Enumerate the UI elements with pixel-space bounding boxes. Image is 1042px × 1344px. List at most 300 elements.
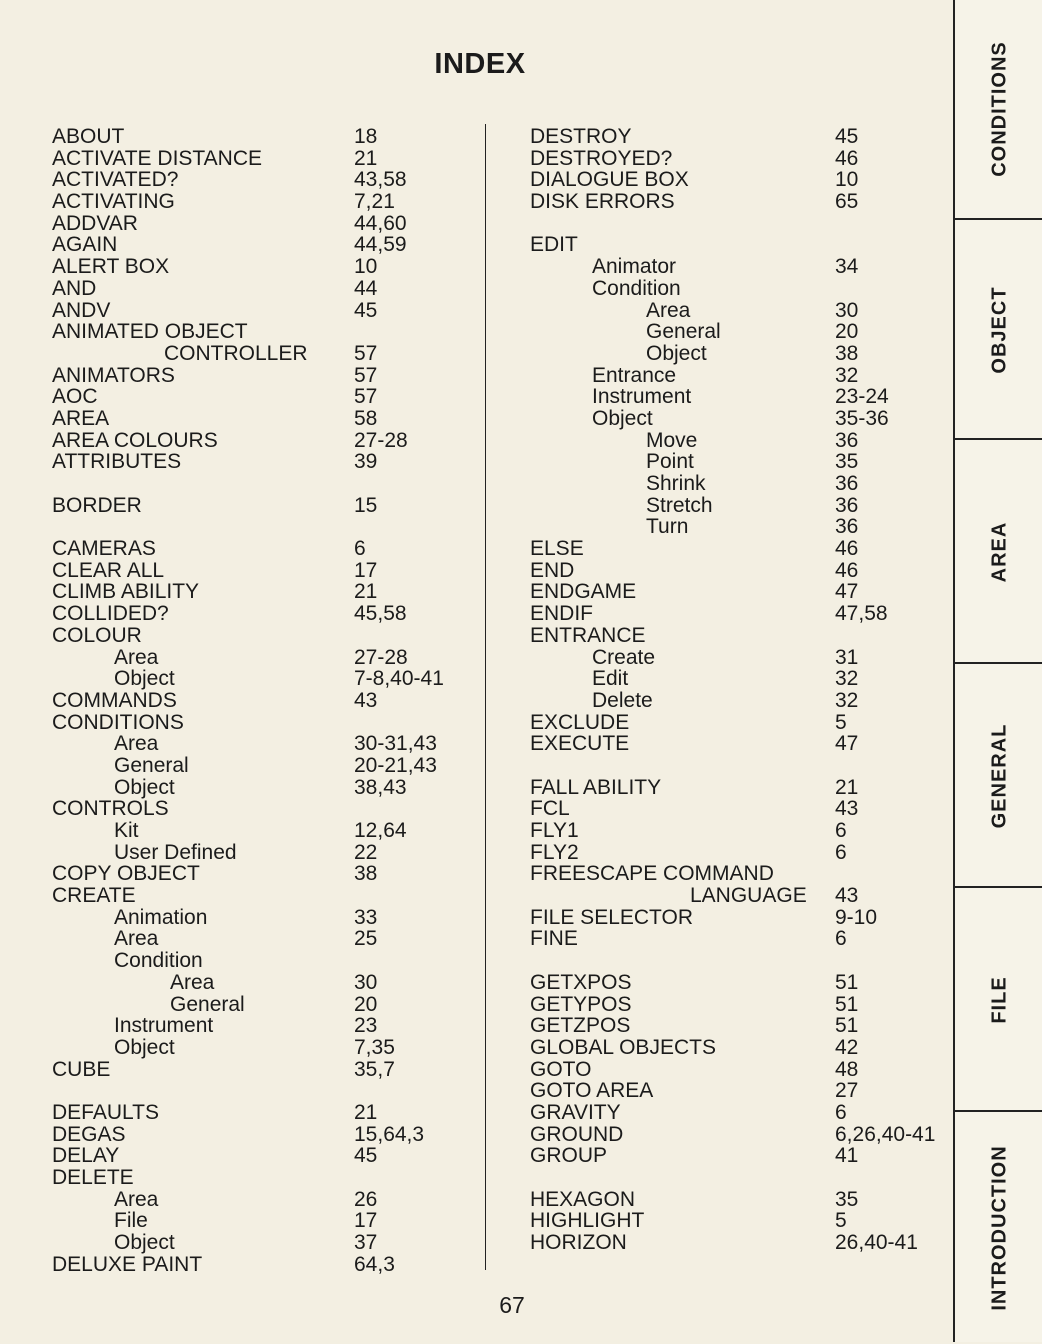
index-entry [52, 234, 472, 256]
index-term: GLOBAL OBJECTS [530, 1035, 716, 1059]
index-entry [530, 928, 930, 950]
index-entry [52, 712, 472, 734]
index-term: DIALOGUE BOX [530, 168, 689, 192]
index-term: ADDVAR [52, 211, 138, 235]
index-term: GETXPOS [530, 970, 632, 994]
index-entry [530, 1015, 930, 1037]
index-page-refs: 30 [835, 298, 859, 322]
index-page-refs: 20 [354, 992, 378, 1016]
index-term: GRAVITY [530, 1100, 621, 1124]
index-term: ANIMATED OBJECT [52, 320, 248, 344]
index-entry [530, 538, 930, 560]
index-entry [530, 234, 930, 256]
index-term: ACTIVATED? [52, 168, 179, 192]
index-entry [52, 863, 472, 885]
index-page-refs: 64,3 [354, 1252, 395, 1276]
index-page-refs: 30-31,43 [354, 732, 437, 756]
index-term: COLOUR [52, 623, 142, 647]
index-entry [530, 777, 930, 799]
index-entry [52, 842, 472, 864]
index-term: END [530, 558, 575, 582]
index-term: ANIMATORS [52, 363, 175, 387]
index-page-refs: 38 [835, 341, 859, 365]
index-entry [530, 907, 930, 929]
index-page-refs: 26,40-41 [835, 1231, 918, 1255]
index-entry [52, 1189, 472, 1211]
index-page-refs: 9-10 [835, 905, 878, 929]
index-page-refs: 18 [354, 125, 378, 148]
index-entry [530, 603, 930, 625]
index-subterm: Object [114, 1035, 175, 1059]
index-page-refs: 27-28 [354, 645, 408, 669]
index-term: CLIMB ABILITY [52, 580, 200, 604]
tab-label: AREA [988, 521, 1010, 583]
index-page-refs: 36 [835, 493, 859, 517]
index-page-refs: 36 [835, 472, 859, 495]
index-page-refs: 32 [835, 688, 859, 712]
index-subterm: File [114, 1209, 148, 1233]
index-subterm: Object [114, 1231, 175, 1255]
index-entry [530, 430, 930, 452]
index-page-refs: 42 [835, 1035, 859, 1059]
index-subterm: Area [114, 927, 159, 951]
page-number: 67 [499, 1292, 525, 1318]
tab-label: CONDITIONS [988, 41, 1010, 177]
index-subterm: LANGUAGE [690, 884, 807, 908]
index-page-refs: 5 [835, 1209, 847, 1233]
index-entry [52, 1059, 472, 1081]
index-page-refs: 57 [354, 341, 378, 365]
index-term: FALL ABILITY [530, 775, 662, 799]
index-page-refs: 47,58 [835, 602, 888, 626]
index-subterm: Kit [114, 819, 139, 842]
index-page-refs: 7-8,40-41 [354, 667, 444, 691]
index-subterm: Shrink [646, 472, 706, 495]
index-subterm: Create [592, 645, 656, 669]
index-entry [52, 278, 472, 300]
index-page-refs: 46 [835, 558, 859, 582]
tab-introduction[interactable] [955, 1110, 1042, 1344]
index-page-refs: 6 [835, 840, 847, 864]
index-term: DESTROYED? [530, 146, 673, 170]
index-page-refs: 5 [835, 710, 847, 734]
index-entry [52, 1037, 472, 1059]
index-entry [530, 343, 930, 365]
index-entry [52, 1124, 472, 1146]
index-entry [530, 169, 930, 191]
index-page-refs: 7,21 [354, 190, 395, 214]
index-term: GROUND [530, 1122, 624, 1146]
index-page-refs: 6 [354, 537, 366, 561]
index-page-refs: 21 [354, 146, 378, 170]
index-subterm: Area [114, 732, 159, 756]
index-entry [52, 300, 472, 322]
index-entry [52, 408, 472, 430]
index-page-refs: 23 [354, 1014, 378, 1038]
index-entry [530, 885, 930, 907]
index-entry [52, 820, 472, 842]
index-entry [52, 1232, 472, 1254]
index-term: CLEAR ALL [52, 558, 165, 582]
index-entry [530, 1102, 930, 1124]
index-entry [52, 560, 472, 582]
index-entry [530, 321, 930, 343]
index-page-refs: 6,26,40-41 [835, 1122, 936, 1146]
index-subterm: Instrument [592, 385, 692, 409]
index-entry [530, 365, 930, 387]
index-term: ENDIF [530, 602, 593, 626]
index-entry [530, 451, 930, 473]
index-page-refs: 51 [835, 992, 859, 1016]
index-term: DELUXE PAINT [52, 1252, 203, 1276]
index-term: ALERT BOX [52, 255, 170, 279]
index-subterm: General [170, 992, 245, 1016]
index-page-refs: 25 [354, 927, 378, 951]
index-entry [530, 820, 930, 842]
index-entry [530, 126, 930, 148]
index-entry [52, 907, 472, 929]
index-subterm: Animation [114, 905, 208, 929]
index-entry [530, 300, 930, 322]
index-entry [52, 343, 472, 365]
index-entry [530, 1145, 930, 1167]
index-page-refs: 57 [354, 385, 378, 409]
index-page-refs: 44,60 [354, 211, 407, 235]
index-entry [530, 798, 930, 820]
index-entry [52, 755, 472, 777]
index-term: ELSE [530, 537, 584, 561]
index-term: FLY2 [530, 840, 579, 864]
index-term: FINE [530, 927, 578, 951]
index-term: DELAY [52, 1144, 120, 1168]
index-subterm: Area [114, 645, 159, 669]
index-page-refs: 34 [835, 255, 859, 279]
index-page-refs: 32 [835, 363, 859, 387]
index-entry [52, 451, 472, 473]
index-term: GETYPOS [530, 992, 632, 1016]
index-page-refs: 48 [835, 1057, 859, 1081]
index-page-refs: 6 [835, 819, 847, 842]
index-entry [52, 169, 472, 191]
index-subterm: Edit [592, 667, 629, 691]
index-subterm: CONTROLLER [164, 341, 308, 365]
index-page-refs: 12,64 [354, 819, 407, 842]
index-entry [52, 581, 472, 603]
index-entry [52, 213, 472, 235]
index-entry [530, 1122, 936, 1146]
index-entry [52, 1254, 472, 1276]
index-page-refs: 17 [354, 558, 378, 582]
index-page-refs: 20-21,43 [354, 753, 437, 777]
index-term: EDIT [530, 233, 578, 257]
index-term: DEGAS [52, 1122, 126, 1146]
index-subterm: Object [646, 341, 707, 365]
index-spacer [52, 1080, 472, 1102]
index-subterm: Animator [592, 255, 677, 279]
index-entry [530, 1210, 930, 1232]
index-term: DELETE [52, 1166, 134, 1189]
index-entry [52, 733, 472, 755]
index-spacer [530, 213, 930, 235]
index-entry [52, 928, 472, 950]
index-spacer [530, 1167, 930, 1189]
index-subterm: Entrance [592, 363, 677, 387]
index-page-refs: 45 [354, 298, 378, 322]
index-term: BORDER [52, 493, 142, 517]
index-page-refs: 44,59 [354, 233, 407, 257]
index-entry [530, 1080, 930, 1102]
index-page-refs: 35 [835, 450, 859, 474]
index-entry [52, 1145, 472, 1167]
index-entry [52, 690, 472, 712]
index-entry [530, 256, 930, 278]
index-subterm: Point [646, 450, 694, 474]
index-term: GROUP [530, 1144, 608, 1168]
index-page-refs: 38 [354, 862, 378, 886]
index-page-refs: 22 [354, 840, 378, 864]
index-term: CREATE [52, 884, 136, 908]
index-term: COMMANDS [52, 688, 177, 712]
index-term: ACTIVATE DISTANCE [52, 146, 263, 170]
index-entry [52, 1167, 472, 1189]
index-page-refs: 21 [354, 580, 378, 604]
index-entry [530, 994, 930, 1016]
index-term: HORIZON [530, 1231, 627, 1255]
index-entry [52, 798, 472, 820]
index-term: DISK ERRORS [530, 190, 675, 214]
index-entry [530, 1037, 930, 1059]
index-term: COLLIDED? [52, 602, 169, 626]
index-page-refs: 21 [354, 1100, 378, 1124]
index-term: FILE SELECTOR [530, 905, 693, 929]
index-entry [530, 647, 930, 669]
index-subterm: Area [114, 1187, 159, 1211]
index-entry [52, 972, 472, 994]
index-page-refs: 15 [354, 493, 378, 517]
index-subterm: Move [646, 428, 698, 452]
index-page-refs: 39 [354, 450, 378, 474]
index-entry [52, 885, 472, 907]
index-entry [52, 647, 472, 669]
index-page-refs: 57 [354, 363, 378, 387]
index-entry [52, 994, 472, 1016]
index-entry [52, 495, 472, 517]
index-subterm: Object [592, 406, 653, 430]
index-page-refs: 30 [354, 970, 378, 994]
index-term: DESTROY [530, 125, 632, 148]
tab-area[interactable] [955, 438, 1042, 664]
index-term: AOC [52, 385, 98, 409]
index-entry [530, 625, 930, 647]
index-page-refs: 38,43 [354, 775, 407, 799]
index-page-refs: 36 [835, 515, 859, 539]
index-page-refs: 33 [354, 905, 378, 929]
tab-label: FILE [988, 976, 1010, 1024]
index-subterm: Delete [592, 688, 653, 712]
index-term: HEXAGON [530, 1187, 636, 1211]
index-entry [530, 560, 930, 582]
index-page-refs: 51 [835, 970, 859, 994]
index-column-right [530, 125, 936, 1255]
index-subterm: Area [170, 970, 215, 994]
index-entry [530, 668, 930, 690]
index-term: AGAIN [52, 233, 118, 257]
index-page-refs: 10 [354, 255, 378, 279]
index-page-refs: 43 [354, 688, 378, 712]
index-entry [52, 950, 472, 972]
index-page-refs: 27 [835, 1079, 859, 1103]
index-page-refs: 36 [835, 428, 859, 452]
index-term: FCL [530, 797, 570, 821]
index-page-refs: 37 [354, 1231, 378, 1255]
index-subterm: User Defined [114, 840, 237, 864]
index-page-refs: 6 [835, 1100, 847, 1124]
index-page-refs: 26 [354, 1187, 378, 1211]
index-term: ABOUT [52, 125, 125, 148]
tab-file[interactable] [955, 886, 1042, 1112]
index-spacer [530, 950, 930, 972]
tab-label: INTRODUCTION [988, 1145, 1010, 1311]
tab-label: GENERAL [988, 723, 1010, 829]
index-entry [52, 430, 472, 452]
index-term: ATTRIBUTES [52, 450, 182, 474]
index-entry [530, 1232, 930, 1254]
index-term: EXCLUDE [530, 710, 630, 734]
index-entry [52, 603, 472, 625]
index-subterm: Stretch [646, 493, 713, 517]
index-subterm: Object [114, 775, 175, 799]
index-entry [52, 256, 472, 278]
index-page-refs: 21 [835, 775, 859, 799]
index-entry [530, 1059, 930, 1081]
index-entry [530, 473, 930, 495]
index-entry [52, 148, 472, 170]
index-term: CUBE [52, 1057, 111, 1081]
tab-object[interactable] [955, 218, 1042, 440]
index-term: CONDITIONS [52, 710, 184, 734]
index-term: COPY OBJECT [52, 862, 200, 886]
page-title: INDEX [434, 48, 526, 80]
index-term: ENTRANCE [530, 623, 646, 647]
index-page-refs: 45 [354, 1144, 378, 1168]
index-term: HIGHLIGHT [530, 1209, 645, 1233]
index-page-refs: 45,58 [354, 602, 407, 626]
index-page-refs: 31 [835, 645, 859, 669]
index-term: CAMERAS [52, 537, 156, 561]
index-entry [530, 1189, 930, 1211]
index-entry [530, 516, 930, 538]
index-page-refs: 43 [835, 884, 859, 908]
index-spacer [530, 755, 930, 777]
index-page-refs: 46 [835, 537, 859, 561]
index-entry [52, 1015, 472, 1037]
index-page-refs: 41 [835, 1144, 859, 1168]
index-entry [530, 191, 930, 213]
index-page-refs: 43 [835, 797, 859, 821]
index-page-refs: 43,58 [354, 168, 407, 192]
index-term: GOTO AREA [530, 1079, 654, 1103]
index-column-left [52, 126, 472, 1275]
index-term: EXECUTE [530, 732, 630, 756]
index-entry [52, 191, 472, 213]
index-page-refs: 6 [835, 927, 847, 951]
index-page-refs: 45 [835, 125, 859, 148]
index-page-refs: 51 [835, 1014, 859, 1038]
index-page-refs: 17 [354, 1209, 378, 1233]
tab-label: OBJECT [988, 286, 1010, 374]
section-tabs [953, 0, 1042, 1342]
index-page-refs: 58 [354, 406, 378, 430]
index-entry [530, 690, 930, 712]
index-entry [530, 972, 930, 994]
index-subterm: Condition [592, 276, 681, 300]
index-page-refs: 35-36 [835, 406, 889, 430]
index-spacer [52, 516, 472, 538]
index-term: FLY1 [530, 819, 579, 842]
index-term: AREA [52, 406, 110, 430]
index-subterm: Object [114, 667, 175, 691]
index-page-refs: 65 [835, 190, 859, 214]
index-subterm: Instrument [114, 1014, 214, 1038]
index-term: AND [52, 276, 97, 300]
index-page-refs: 27-28 [354, 428, 408, 452]
index-subterm: General [114, 753, 189, 777]
column-divider [485, 124, 486, 1270]
index-page-refs: 10 [835, 168, 859, 192]
index-term: GETZPOS [530, 1014, 631, 1038]
index-term: AREA COLOURS [52, 428, 218, 452]
index-entry [530, 408, 930, 430]
index-entry [530, 495, 930, 517]
index-term: FREESCAPE COMMAND [530, 862, 774, 886]
index-term: GOTO [530, 1057, 592, 1081]
index-page-refs: 47 [835, 580, 859, 604]
index-term: ANDV [52, 298, 111, 322]
index-term: CONTROLS [52, 797, 169, 821]
tab-general[interactable] [955, 662, 1042, 888]
index-entry [52, 538, 472, 560]
index-term: ENDGAME [530, 580, 637, 604]
index-entry [52, 1102, 472, 1124]
tab-conditions[interactable] [955, 0, 1042, 218]
index-entry [52, 625, 472, 647]
index-page-refs: 23-24 [835, 385, 889, 409]
index-page-refs: 44 [354, 276, 378, 300]
index-entry [530, 733, 930, 755]
index-page-refs: 20 [835, 320, 859, 344]
index-term: ACTIVATING [52, 190, 175, 214]
index-entry [530, 386, 930, 408]
index-page-refs: 35 [835, 1187, 859, 1211]
index-page-refs: 15,64,3 [354, 1122, 425, 1146]
index-entry [530, 712, 930, 734]
index-page-refs: 46 [835, 146, 859, 170]
index-entry [530, 278, 930, 300]
index-entry [52, 1210, 472, 1232]
index-page-refs: 47 [835, 732, 859, 756]
index-entry [52, 668, 472, 690]
index-subterm: Area [646, 298, 691, 322]
index-entry [52, 777, 472, 799]
index-entry [52, 321, 472, 343]
index-page-refs: 35,7 [354, 1057, 395, 1081]
index-subterm: Turn [646, 515, 689, 539]
index-term: DEFAULTS [52, 1100, 159, 1124]
index-entry [530, 148, 930, 170]
index-spacer [52, 473, 472, 495]
index-subterm: General [646, 320, 721, 344]
index-page-refs: 7,35 [354, 1035, 395, 1059]
